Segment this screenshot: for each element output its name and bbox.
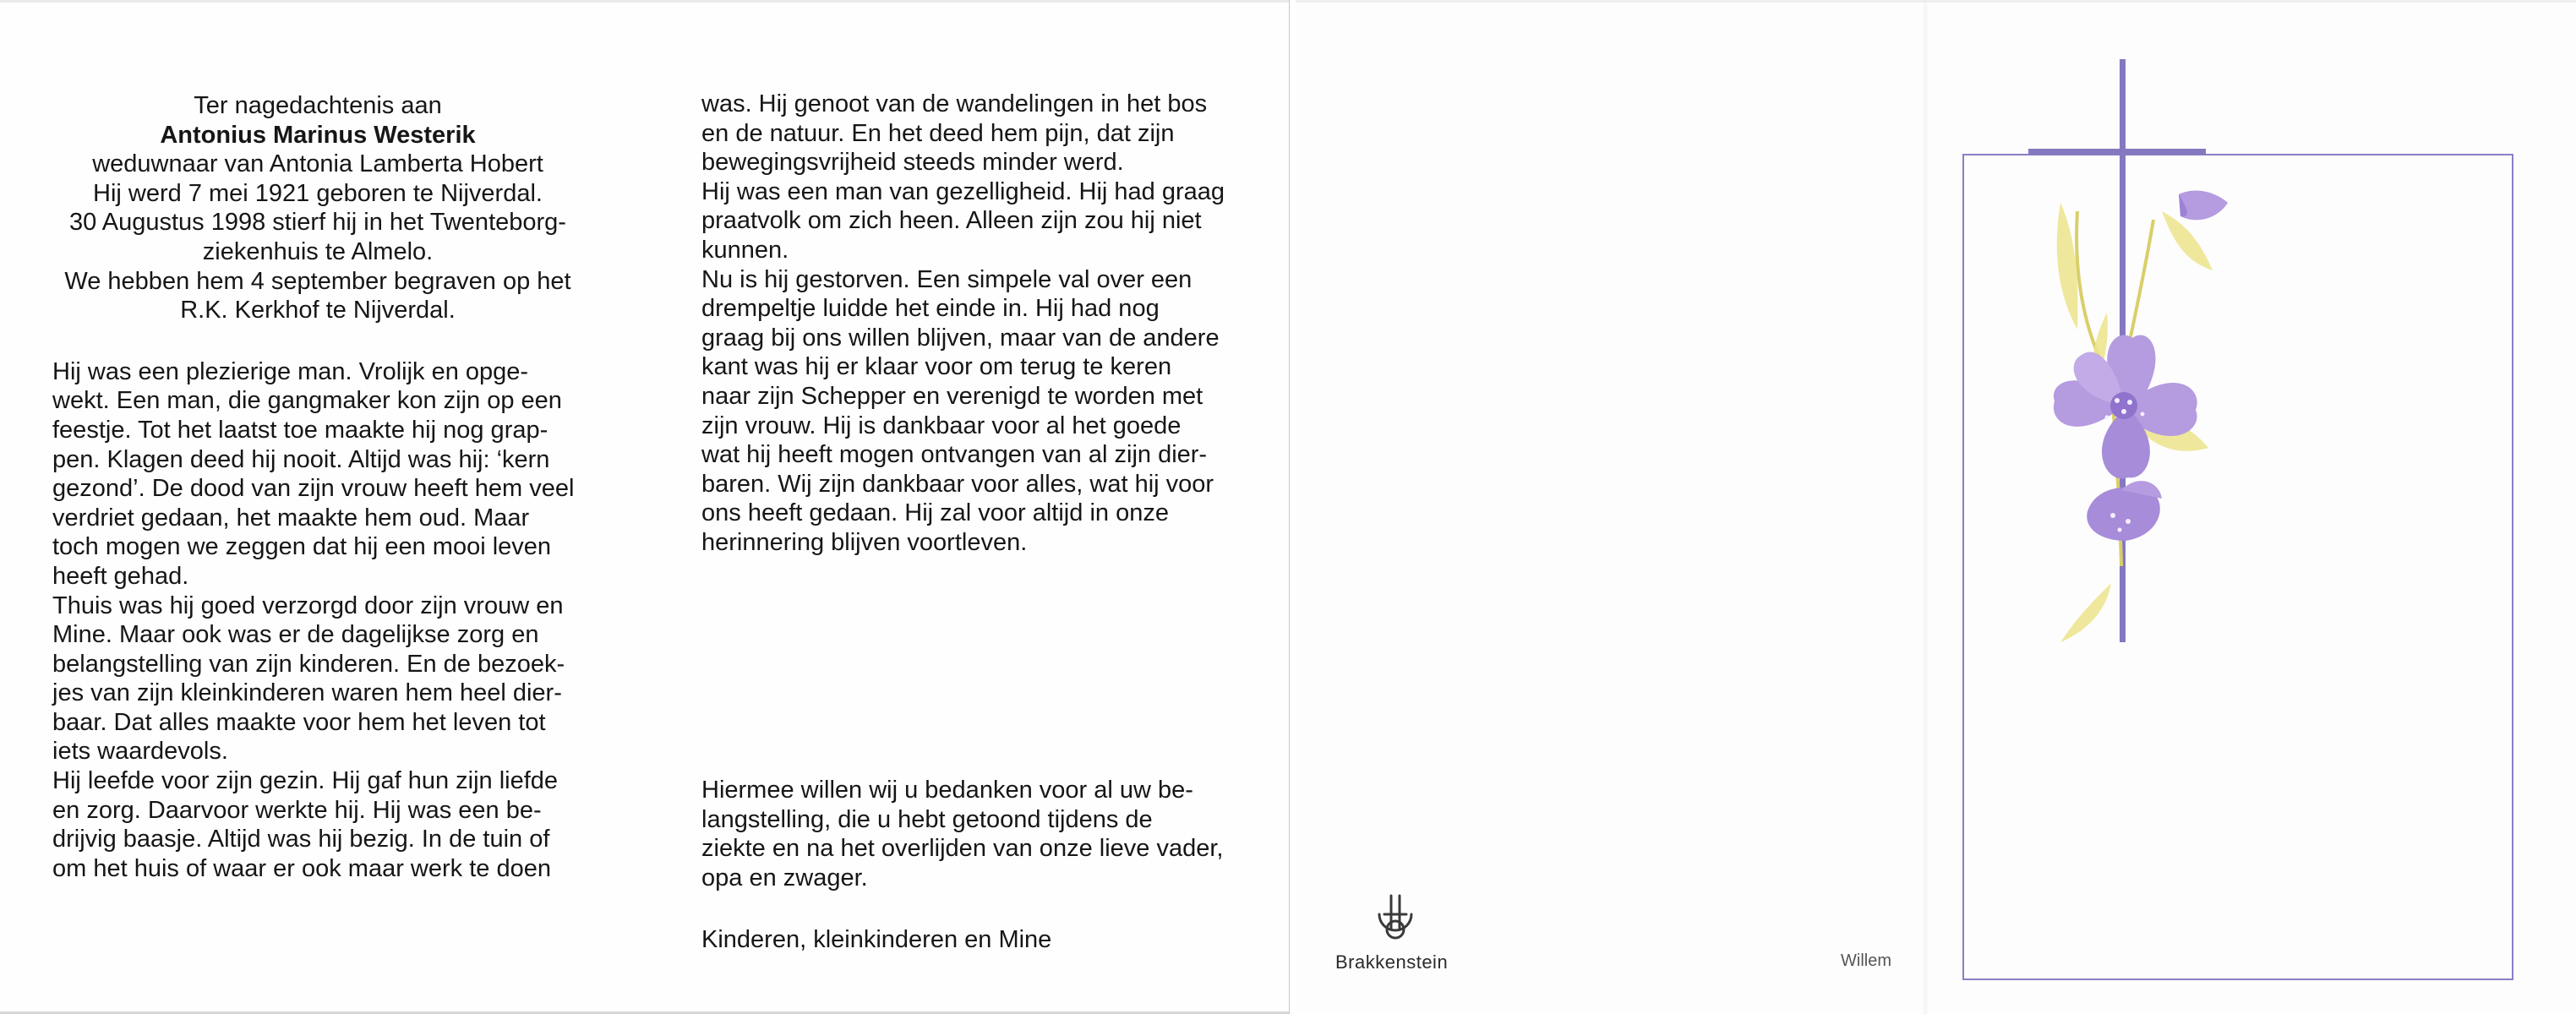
text-line: was. Hij genoot van de wandelingen in het bos	[701, 90, 1208, 117]
text-line: Hij was een plezierige man. Vrolijk en opge-	[52, 357, 529, 385]
text-line: Hij was een man van gezelligheid. Hij had graag	[701, 177, 1225, 205]
text-line: naar zijn Schepper en verenigd te worden met	[701, 382, 1203, 410]
text-line: baren. Wij zijn dankbaar voor alles, wat hij voor	[701, 470, 1214, 498]
text-line: kant was hij er klaar voor om terug te keren	[701, 353, 1172, 381]
cross-icon	[2027, 59, 2229, 651]
text-line: om het huis of waar er ook maar werk te doen	[52, 854, 551, 882]
text-line: Nu is hij gestorven. Een simpele val over een	[701, 265, 1192, 293]
text-line: heeft gehad.	[52, 562, 189, 590]
text-line: pen. Klagen deed hij nooit. Altijd was hij: ‘kern	[52, 445, 550, 473]
text-line: Hiermee willen wij u bedanken voor al uw be-	[701, 777, 1193, 804]
outer-fold-line	[1924, 0, 1927, 1014]
family-signoff: Kinderen, kleinkinderen en Mine	[701, 926, 1052, 953]
text-line: zijn vrouw. Hij is dankbaar voor al het goede	[701, 412, 1182, 439]
biography-block	[52, 179, 583, 325]
thanks-block	[701, 776, 1231, 892]
bio-line: 30 Augustus 1998 stierf hij in het Twenteborg-	[69, 209, 566, 237]
text-line: Thuis was hij goed verzorgd door zijn vrouw en	[52, 592, 564, 619]
text-line: wekt. Een man, die gangmaker kon zijn op een	[52, 387, 562, 415]
bio-line: We hebben hem 4 september begraven op het	[64, 267, 571, 295]
text-line: praatvolk om zich heen. Alleen zijn zou hij niet	[701, 207, 1202, 235]
artist-name: Willem	[1841, 951, 1891, 970]
text-line: ons heeft gedaan. Hij zal voor altijd in onze	[701, 499, 1169, 527]
text-line: kunnen.	[701, 236, 789, 264]
text-line: drempeltje luidde het einde in. Hij had nog	[701, 295, 1160, 323]
text-line: en de natuur. En het deed hem pijn, dat zijn	[701, 119, 1175, 147]
bio-line: Hij werd 7 mei 1921 geboren te Nijverdal.	[93, 179, 543, 207]
text-line: wat hij heeft mogen ontvangen van al zijn dier-	[701, 441, 1208, 469]
text-line: iets waardevols.	[52, 738, 228, 766]
publisher-name: Brakkenstein	[1335, 951, 1449, 973]
brakkenstein-logo-icon	[1371, 892, 1422, 945]
tribute-text-right	[701, 90, 1231, 558]
text-line: graag bij ons willen blijven, maar van de andere	[701, 324, 1220, 352]
left-text-column	[52, 91, 583, 883]
flower-illustration-icon	[2054, 190, 2228, 642]
text-line: verdriet gedaan, het maakte hem oud. Maar	[52, 504, 530, 532]
text-line: en zorg. Daarvoor werkte hij. Hij was een be-	[52, 796, 542, 824]
text-line: baar. Dat alles maakte voor hem het leven tot	[52, 708, 546, 736]
widow-of-line: weduwnaar van Antonia Lamberta Hobert	[92, 150, 543, 178]
memorial-heading: Ter nagedachtenis aan	[194, 92, 442, 119]
bio-line: R.K. Kerkhof te Nijverdal.	[180, 297, 456, 324]
text-line: langstelling, die u hebt getoond tijdens de	[701, 805, 1153, 833]
text-line: gezond’. De dood van zijn vrouw heeft hem veel	[52, 475, 575, 503]
text-line: Hij leefde voor zijn gezin. Hij gaf hun zijn liefde	[52, 767, 559, 795]
text-line: jes van zijn kleinkinderen waren hem heel dier-	[52, 679, 562, 707]
text-line: Mine. Maar ook was er de dagelijkse zorg en	[52, 621, 539, 649]
text-line: opa en zwager.	[701, 864, 868, 891]
bio-line: ziekenhuis te Almelo.	[202, 237, 434, 265]
text-line: ziekte en na het overlijden van onze lieve vader,	[701, 835, 1224, 863]
text-line: bewegingsvrijheid steeds minder werd.	[701, 149, 1124, 177]
text-line: drijvig baasje. Altijd was hij bezig. In de tuin of	[52, 826, 550, 853]
text-line: belangstelling van zijn kinderen. En de bezoek-	[52, 650, 565, 678]
tribute-text-left	[52, 357, 583, 884]
deceased-name: Antonius Marinus Westerik	[160, 121, 476, 149]
text-line: herinnering blijven voortleven.	[701, 528, 1028, 556]
text-line: toch mogen we zeggen dat hij een mooi leven	[52, 533, 552, 561]
text-line: feestje. Tot het laatst toe maakte hij nog grap-	[52, 416, 548, 444]
cross-horizontal-bar	[2028, 149, 2206, 155]
